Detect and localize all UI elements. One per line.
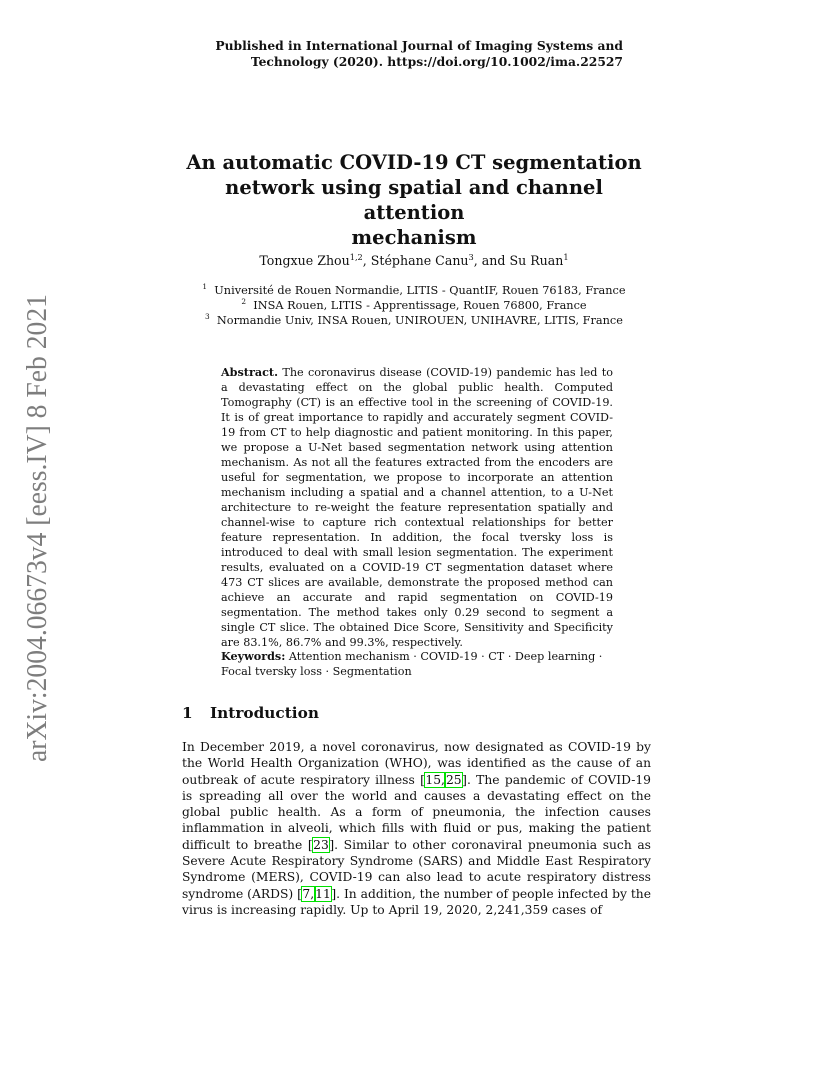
author-3: , and Su Ruan [473,253,564,268]
keywords [221,649,613,679]
section-heading [182,704,319,722]
intro-text: . Similar to other coronaviral pneumonia such as Severe Acute Respiratory Syndrome (SARS) and Middle East Respiratory Syndrome (MERS), COVID-19 can also lead to acute respiratory distress syndrome (ARDS) [182,837,651,901]
citation-link[interactable]: 23 [313,837,329,852]
affiliation-text: INSA Rouen, LITIS - Apprentissage, Rouen 76800, France [253,299,587,312]
publication-note [160,38,623,70]
paper-title [180,150,648,250]
affiliation-marker: 1 [202,282,208,292]
author-2-affiliation-marker: 3 [468,251,474,262]
intro-text: . The pandemic of COVID-19 is spreading all over the world and causes a devastating effect on the global public health. As a form of pneumonia, the infection causes inflammation in alveoli, which fills with fluid or pus, making the patient difficult to breathe [182,772,651,852]
affiliation-marker: 3 [205,312,210,322]
section-title: Introduction [210,704,319,722]
affiliation-item [180,313,648,328]
publication-note-line-1: Published in International Journal of Imaging Systems and [215,38,623,53]
citation-link[interactable]: 11 [315,886,331,901]
affiliation-marker: 2 [241,297,247,307]
introduction-paragraph: In December 2019, a novel coronavirus, now designated as COVID-19 by the World Health Organization (WHO), was identified as the cause of an outbreak of acute respiratory illness [15,25]. The pandemic of COVID-19 is spreading all over the world and causes a devastating effect on the global public health. As a form of pneumonia, the infection causes inflammation in alveoli, which fills with fluid or pus, making the patient difficult to breathe [23]. Similar to other coronaviral pneumonia such as Severe Acute Respiratory Syndrome (SARS) and Middle East Respiratory Syndrome (MERS), COVID-19 can also lead to acute respiratory distress syndrome (ARDS) [7,11]. In addition, the number of people infected by the virus is increasing rapidly. Up to April 19, 2020, 2,241,359 cases of [182,740,651,917]
affiliation-text: Université de Rouen Normandie, LITIS - QuantIF, Rouen 76183, France [214,284,626,297]
intro-text: . In addition, the number of people infected by the virus is increasing rapidly. Up to April 19, 2020, 2,241,359 cases of [182,886,651,917]
title-line-1: An automatic COVID-19 CT segmentation [186,151,642,174]
affiliation-item [180,283,648,298]
author-list [180,253,648,268]
citation-link[interactable]: 7, [302,886,315,901]
abstract-text: The coronavirus disease (COVID-19) pandemic has led to a devastating effect on the global public health. Computed Tomography (CT) is an effective tool in the screening of COVID-19. It is of great importance to rapidly and accurately segment COVID-19 from CT to help diagnostic and patient monitoring. In this paper, we propose a U-Net based segmentation network using attention mechanism. As not all the features extracted from the encoders are useful for segmentation, we propose to incorporate an attention mechanism including a spatial and a channel attention, to a U-Net architecture to re-weight the feature representation spatially and channel-wise to capture rich contextual relationships for better feature representation. In addition, the focal tversky loss is introduced to deal with small lesion segmentation. The experiment results, evaluated on a COVID-19 CT segmentation dataset where 473 CT slices are available, demonstrate the proposed method can achieve an accurate and rapid segmentation on COVID-19 segmentation. The method takes only 0.29 second to segment a single CT slice. The obtained Dice Score, Sensitivity and Specificity are 83.1%, 86.7% and 99.3%, respectively. [221,366,613,649]
abstract [221,365,613,650]
publication-note-line-2: Technology (2020). https://doi.org/10.1002/ima.22527 [250,54,623,69]
author-1-affiliation-marker: 1,2 [349,251,363,262]
citation-link[interactable]: 15, [425,772,445,787]
title-line-3: mechanism [351,226,477,249]
keywords-label: Keywords: [221,649,286,663]
author-1: Tongxue Zhou [259,253,350,268]
section-number: 1 [182,704,193,722]
title-line-2: network using spatial and channel attention [225,176,603,224]
abstract-label: Abstract. [221,365,278,379]
keywords-text: Attention mechanism · COVID-19 · CT · Deep learning · Focal tversky loss · Segmentation [221,650,603,678]
arxiv-side-stamp [0,0,70,1072]
citation-link[interactable]: 25 [445,772,462,787]
author-3-affiliation-marker: 1 [563,251,569,262]
affiliation-list [180,283,648,328]
author-2: , Stéphane Canu [362,253,469,268]
affiliation-text: Normandie Univ, INSA Rouen, UNIROUEN, UNIHAVRE, LITIS, France [216,314,623,327]
affiliation-item [180,298,648,313]
intro-text: In December 2019, a novel coronavirus, now designated as COVID-19 by the World Health Organization (WHO), was identified as the cause of an outbreak of acute respiratory illness [182,740,651,787]
arxiv-identifier: arXiv:2004.06673v4 [eess.IV] 8 Feb 2021 [22,279,53,762]
